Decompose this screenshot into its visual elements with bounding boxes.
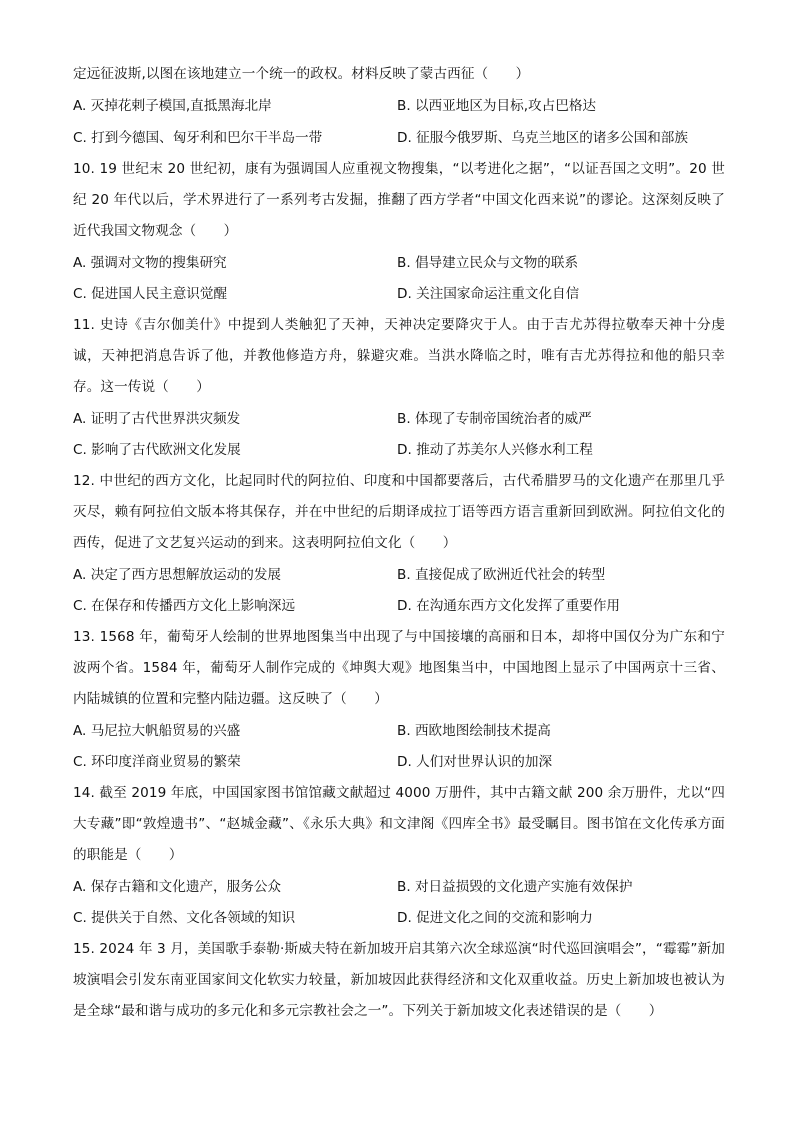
option-a[interactable]: A. 灭掉花剌子模国,直抵黑海北岸 [73,98,272,114]
option-row [73,560,725,591]
option-b[interactable]: B. 直接促成了欧洲近代社会的转型 [397,567,606,583]
option-row [73,872,725,903]
option-row [73,435,725,466]
option-c[interactable]: C. 影响了古代欧洲文化发展 [73,442,241,458]
question-stem-15: 15. 2024 年 3 月，美国歌手泰勒·斯威夫特在新加坡开启其第六次全球巡演“时代巡回演唱会”，“霉霉”新加坡演唱会引发东南亚国家间文化软实力较量，新加坡因此获得经济和文化双重收益。历史上新加坡也被认为是全球“最和谐与成功的多元化和多元宗教社会之一”。下列关于新加坡文化表述错误的是（ ） [73,941,725,1020]
option-d[interactable]: D. 关注国家命运注重文化自信 [397,286,580,302]
option-b[interactable]: B. 体现了专制帝国统治者的威严 [397,411,592,427]
option-row [73,91,725,122]
option-a[interactable]: A. 马尼拉大帆船贸易的兴盛 [73,723,241,739]
option-b[interactable]: B. 西欧地图绘制技术提高 [397,723,551,739]
option-c[interactable]: C. 促进国人民主意识觉醒 [73,286,228,302]
option-d[interactable]: D. 人们对世界认识的加深 [397,754,553,770]
option-c[interactable]: C. 环印度洋商业贸易的繁荣 [73,754,241,770]
question-stem-12: 12. 中世纪的西方文化，比起同时代的阿拉伯、印度和中国都要落后，古代希腊罗马的文化遗产在那里几乎灭尽，赖有阿拉伯文版本将其保存，并在中世纪的后期译成拉丁语等西方语言重新回到欧洲。阿拉伯文化的西传，促进了文艺复兴运动的到来。这表明阿拉伯文化（ ） [73,473,725,552]
option-c[interactable]: C. 在保存和传播西方文化上影响深远 [73,598,296,614]
option-row [73,716,725,747]
option-row [73,279,725,310]
option-d[interactable]: D. 促进文化之间的交流和影响力 [397,910,593,926]
option-a[interactable]: A. 决定了西方思想解放运动的发展 [73,567,282,583]
question-stem-10: 10. 19 世纪末 20 世纪初，康有为强调国人应重视文物搜集，“以考进化之据”，“以证吾国之文明”。20 世纪 20 年代以后，学术界进行了一系列考古发掘，推翻了西方学者“中国文化西来说”的谬论。这深刻反映了近代我国文物观念（ ） [73,161,725,240]
option-row [73,903,725,934]
option-b[interactable]: B. 对日益损毁的文化遗产实施有效保护 [397,879,633,895]
option-row [73,591,725,622]
option-row [73,123,725,154]
option-d[interactable]: D. 征服今俄罗斯、乌克兰地区的诸多公国和部族 [397,130,688,146]
question-stem-13: 13. 1568 年，葡萄牙人绘制的世界地图集当中出现了与中国接壤的高丽和日本，却将中国仅分为广东和宁波两个省。1584 年，葡萄牙人制作完成的《坤舆大观》地图集当中，中国地图上显示了中国两京十三省、内陆城镇的位置和完整内陆边疆。这反映了（ ） [73,629,725,708]
question-stem-14: 14. 截至 2019 年底，中国国家图书馆馆藏文献超过 4000 万册件，其中古籍文献 200 余万册件，尤以“四大专藏”即“敦煌遗书”、“赵城金藏”、《永乐大典》和文津阁《四库全书》最受瞩目。图书馆在文化传承方面的职能是（ ） [73,785,725,864]
option-b[interactable]: B. 以西亚地区为目标,攻占巴格达 [397,98,597,114]
option-row [73,248,725,279]
option-b[interactable]: B. 倡导建立民众与文物的联系 [397,255,579,271]
option-row [73,747,725,778]
option-c[interactable]: C. 提供关于自然、文化各领域的知识 [73,910,296,926]
question-stem-11: 11. 史诗《吉尔伽美什》中提到人类触犯了天神，天神决定要降灾于人。由于吉尤苏得拉敬奉天神十分虔诚，天神把消息告诉了他，并教他修造方舟，躲避灾难。当洪水降临之时，唯有吉尤苏得拉和他的船只幸存。这一传说（ ） [73,317,725,396]
option-d[interactable]: D. 推动了苏美尔人兴修水利工程 [397,442,593,458]
question-stem-9: 定远征波斯,以图在该地建立一个统一的政权。材料反映了蒙古西征（ ） [73,66,530,82]
option-d[interactable]: D. 在沟通东西方文化发挥了重要作用 [397,598,621,614]
option-row [73,404,725,435]
option-a[interactable]: A. 保存古籍和文化遗产，服务公众 [73,879,282,895]
option-c[interactable]: C. 打到今德国、匈牙利和巴尔干半岛一带 [73,130,323,146]
option-a[interactable]: A. 证明了古代世界洪灾频发 [73,411,241,427]
option-a[interactable]: A. 强调对文物的搜集研究 [73,255,227,271]
